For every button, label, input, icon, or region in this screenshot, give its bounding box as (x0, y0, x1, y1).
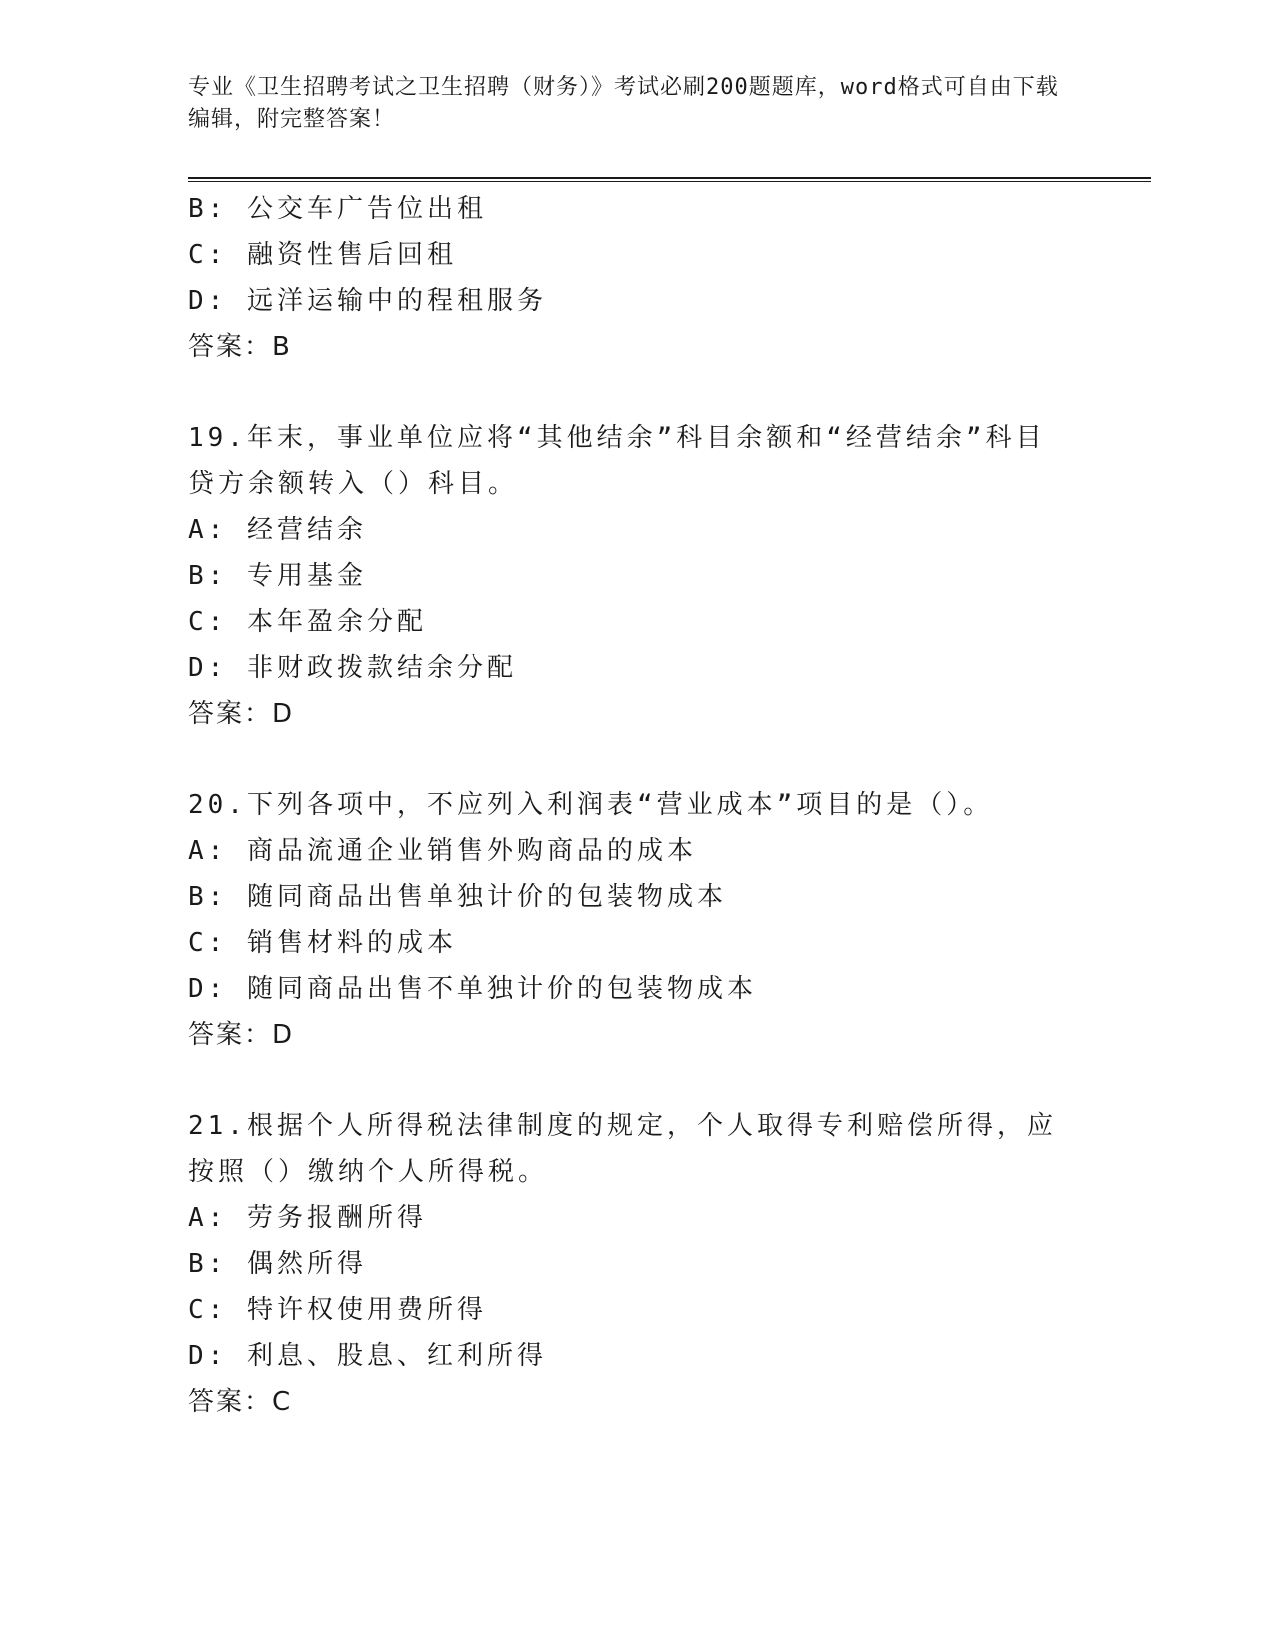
header-divider (188, 177, 1151, 182)
answer-value: B (272, 332, 292, 362)
option-a: A: 经营结余 (188, 515, 367, 545)
option-a: A: 商品流通企业销售外购商品的成本 (188, 836, 697, 866)
answer-label: 答案： (188, 699, 273, 729)
answer-value: C (272, 1387, 293, 1417)
answer-line (188, 691, 1088, 737)
answer-label: 答案： (188, 1387, 273, 1417)
answer-value: D (272, 1020, 295, 1050)
option-b: B: 随同商品出售单独计价的包装物成本 (188, 882, 727, 912)
answer-label: 答案： (188, 1020, 273, 1050)
question-item (188, 1103, 1088, 1425)
question-stem: 21.根据个人所得税法律制度的规定，个人取得专利赔偿所得，应按照（）缴纳个人所得税。 (188, 1111, 1057, 1187)
answer-line (188, 1012, 1088, 1058)
question-stem: 20.下列各项中，不应列入利润表“营业成本”项目的是（）。 (188, 790, 994, 820)
page-header: 专业《卫生招聘考试之卫生招聘（财务）》考试必刷200题题库，word格式可自由下载编辑，附完整答案！ (188, 75, 1059, 132)
option-d: D: 非财政拨款结余分配 (188, 653, 517, 683)
option-b: B: 公交车广告位出租 (188, 194, 487, 224)
option-b: B: 偶然所得 (188, 1249, 367, 1279)
question-list (188, 186, 1088, 1425)
option-d: D: 利息、股息、红利所得 (188, 1341, 547, 1371)
answer-line (188, 1379, 1088, 1425)
question-item (188, 782, 1088, 1058)
option-c: C: 销售材料的成本 (188, 928, 457, 958)
option-d: D: 随同商品出售不单独计价的包装物成本 (188, 974, 757, 1004)
answer-value: D (272, 699, 295, 729)
question-stem: 19.年末，事业单位应将“其他结余”科目余额和“经营结余”科目贷方余额转入（）科目。 (188, 423, 1046, 499)
option-c: C: 本年盈余分配 (188, 607, 427, 637)
question-item (188, 415, 1088, 737)
option-b: B: 专用基金 (188, 561, 367, 591)
option-d: D: 远洋运输中的程租服务 (188, 286, 547, 316)
answer-label: 答案： (188, 332, 273, 362)
answer-line (188, 324, 1088, 370)
option-c: C: 特许权使用费所得 (188, 1295, 487, 1325)
question-fragment (188, 186, 1088, 370)
option-a: A: 劳务报酬所得 (188, 1203, 427, 1233)
option-c: C: 融资性售后回租 (188, 240, 457, 270)
